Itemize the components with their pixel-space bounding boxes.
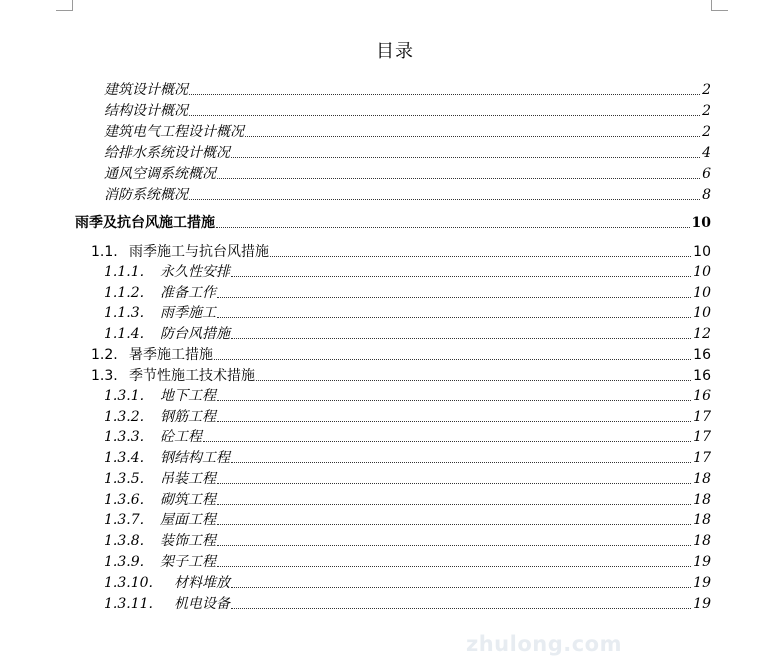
toc-entry[interactable] <box>104 143 711 162</box>
toc-entry-page-number: 17 <box>693 450 711 466</box>
toc-dot-leader <box>189 115 700 116</box>
toc-entry-title: 砌筑工程 <box>160 492 216 508</box>
toc-entry-page-number: 17 <box>693 409 711 425</box>
toc-dot-leader <box>217 545 691 546</box>
toc-dot-leader <box>231 157 700 158</box>
toc-entry-title: 吊装工程 <box>160 471 216 487</box>
toc-entry-number: 1.1.1. <box>104 264 145 280</box>
toc-entry-page-number: 18 <box>693 471 711 487</box>
toc-entry-title: 装饰工程 <box>160 533 216 549</box>
toc-entry[interactable] <box>104 510 711 529</box>
toc-entry[interactable] <box>104 469 711 488</box>
toc-entry[interactable] <box>91 345 711 364</box>
toc-entry-page-number: 10 <box>693 285 711 301</box>
toc-dot-leader <box>245 136 700 137</box>
toc-entry[interactable] <box>104 80 711 99</box>
toc-entry-title: 给排水系统设计概况 <box>104 145 230 161</box>
toc-dot-leader <box>217 317 691 318</box>
toc-entry-page-number: 17 <box>693 429 711 445</box>
toc-entry-number: 1.3.5. <box>104 471 145 487</box>
toc-dot-leader <box>217 400 691 401</box>
toc-entry-page-number: 19 <box>693 596 711 612</box>
toc-entry[interactable] <box>91 366 711 385</box>
toc-entry-title: 钢筋工程 <box>160 409 216 425</box>
toc-entry-page-number: 10 <box>693 305 711 321</box>
toc-entry-page-number: 2 <box>702 124 711 140</box>
toc-entry-number: 1.3. <box>91 368 118 384</box>
toc-dot-leader <box>231 608 691 609</box>
toc-dot-leader <box>231 276 691 277</box>
toc-dot-leader <box>189 94 700 95</box>
toc-entry-title: 消防系统概况 <box>104 187 188 203</box>
toc-dot-leader <box>217 483 691 484</box>
toc-entry-number: 1.3.10. <box>104 575 153 591</box>
toc-dot-leader <box>217 504 691 505</box>
toc-entry-title: 建筑电气工程设计概况 <box>104 124 244 140</box>
toc-dot-leader <box>216 227 690 228</box>
toc-entry-number: 1.3.2. <box>104 409 145 425</box>
toc-entry-page-number: 16 <box>693 368 711 384</box>
toc-entry[interactable] <box>75 213 711 232</box>
toc-entry-page-number: 2 <box>702 103 711 119</box>
toc-entry-title: 永久性安排 <box>160 264 230 280</box>
toc-entry-number: 1.3.1. <box>104 388 145 404</box>
toc-dot-leader <box>270 256 691 257</box>
toc-dot-leader <box>231 462 691 463</box>
toc-entry-page-number: 18 <box>693 512 711 528</box>
toc-dot-leader <box>231 338 691 339</box>
toc-entry[interactable] <box>104 101 711 120</box>
toc-entry-number: 1.3.9. <box>104 554 145 570</box>
toc-entry-title: 雨季及抗台风施工措施 <box>75 215 215 231</box>
toc-entry-number: 1.1.2. <box>104 285 145 301</box>
toc-entry-number: 1.3.3. <box>104 429 145 445</box>
toc-entry-title: 钢结构工程 <box>160 450 230 466</box>
toc-entry-title: 防台风措施 <box>160 326 230 342</box>
toc-dot-leader <box>256 380 691 381</box>
toc-entry-number: 1.1. <box>91 244 118 260</box>
toc-entry-page-number: 6 <box>702 166 711 182</box>
toc-entry[interactable] <box>104 386 711 405</box>
toc-entry-title: 暑季施工措施 <box>129 347 213 363</box>
toc-entry-title: 季节性施工技术措施 <box>129 368 255 384</box>
toc-entry-page-number: 18 <box>693 533 711 549</box>
toc-entry[interactable] <box>104 122 711 141</box>
toc-entry-page-number: 16 <box>693 347 711 363</box>
toc-entry[interactable] <box>104 185 711 204</box>
toc-entry[interactable] <box>104 303 711 322</box>
toc-entry-number: 1.3.6. <box>104 492 145 508</box>
toc-entry-page-number: 8 <box>702 187 711 203</box>
toc-entry-page-number: 18 <box>693 492 711 508</box>
toc-entry-title: 机电设备 <box>174 596 230 612</box>
toc-entry-title: 地下工程 <box>160 388 216 404</box>
toc-entry-page-number: 10 <box>693 244 711 260</box>
toc-entry-page-number: 19 <box>693 554 711 570</box>
toc-dot-leader <box>217 178 700 179</box>
toc-entry[interactable] <box>91 242 711 261</box>
toc-entry[interactable] <box>104 407 711 426</box>
toc-entry[interactable] <box>104 427 711 446</box>
toc-dot-leader <box>214 359 691 360</box>
toc-entry[interactable] <box>104 262 711 281</box>
toc-entry[interactable] <box>104 573 711 592</box>
toc-entry-page-number: 2 <box>702 82 711 98</box>
toc-entry[interactable] <box>104 283 711 302</box>
toc-entry-number: 1.1.4. <box>104 326 145 342</box>
toc-entry-title: 材料堆放 <box>174 575 230 591</box>
toc-entry-page-number: 12 <box>693 326 711 342</box>
toc-entry-title: 砼工程 <box>160 429 202 445</box>
toc-entry-title: 屋面工程 <box>160 512 216 528</box>
toc-entry-title: 架子工程 <box>160 554 216 570</box>
toc-entry-title: 雨季施工与抗台风措施 <box>129 244 269 260</box>
toc-dot-leader <box>217 566 691 567</box>
toc-entry-number: 1.2. <box>91 347 118 363</box>
toc-entry-page-number: 4 <box>702 145 711 161</box>
toc-dot-leader <box>217 421 691 422</box>
toc-entry-page-number: 10 <box>693 264 711 280</box>
toc-dot-leader <box>217 297 691 298</box>
toc-entry-title: 准备工作 <box>160 285 216 301</box>
toc-entry-page-number: 19 <box>693 575 711 591</box>
watermark: zhulong.com <box>466 632 622 656</box>
toc-entry-number: 1.3.4. <box>104 450 145 466</box>
toc-entry[interactable] <box>104 448 711 467</box>
toc-entry[interactable] <box>104 531 711 550</box>
toc-entry-number: 1.3.7. <box>104 512 145 528</box>
toc-entry[interactable] <box>104 164 711 183</box>
toc-entry-page-number: 10 <box>691 215 711 231</box>
toc-entry-number: 1.3.11. <box>104 596 153 612</box>
toc-dot-leader <box>231 587 691 588</box>
toc-entry-page-number: 16 <box>693 388 711 404</box>
toc-entry-title: 结构设计概况 <box>104 103 188 119</box>
toc-entry-title: 建筑设计概况 <box>104 82 188 98</box>
toc-entry[interactable] <box>104 552 711 571</box>
toc-entry-title: 通风空调系统概况 <box>104 166 216 182</box>
toc-entry-number: 1.3.8. <box>104 533 145 549</box>
toc-entry[interactable] <box>104 324 711 343</box>
toc-entry[interactable] <box>104 490 711 509</box>
toc-title: 目录 <box>376 41 414 62</box>
toc-entry-title: 雨季施工 <box>160 305 216 321</box>
toc-dot-leader <box>189 199 700 200</box>
toc-dot-leader <box>217 524 691 525</box>
toc-entry[interactable] <box>104 594 711 613</box>
toc-entry-number: 1.1.3. <box>104 305 145 321</box>
toc-dot-leader <box>203 441 691 442</box>
